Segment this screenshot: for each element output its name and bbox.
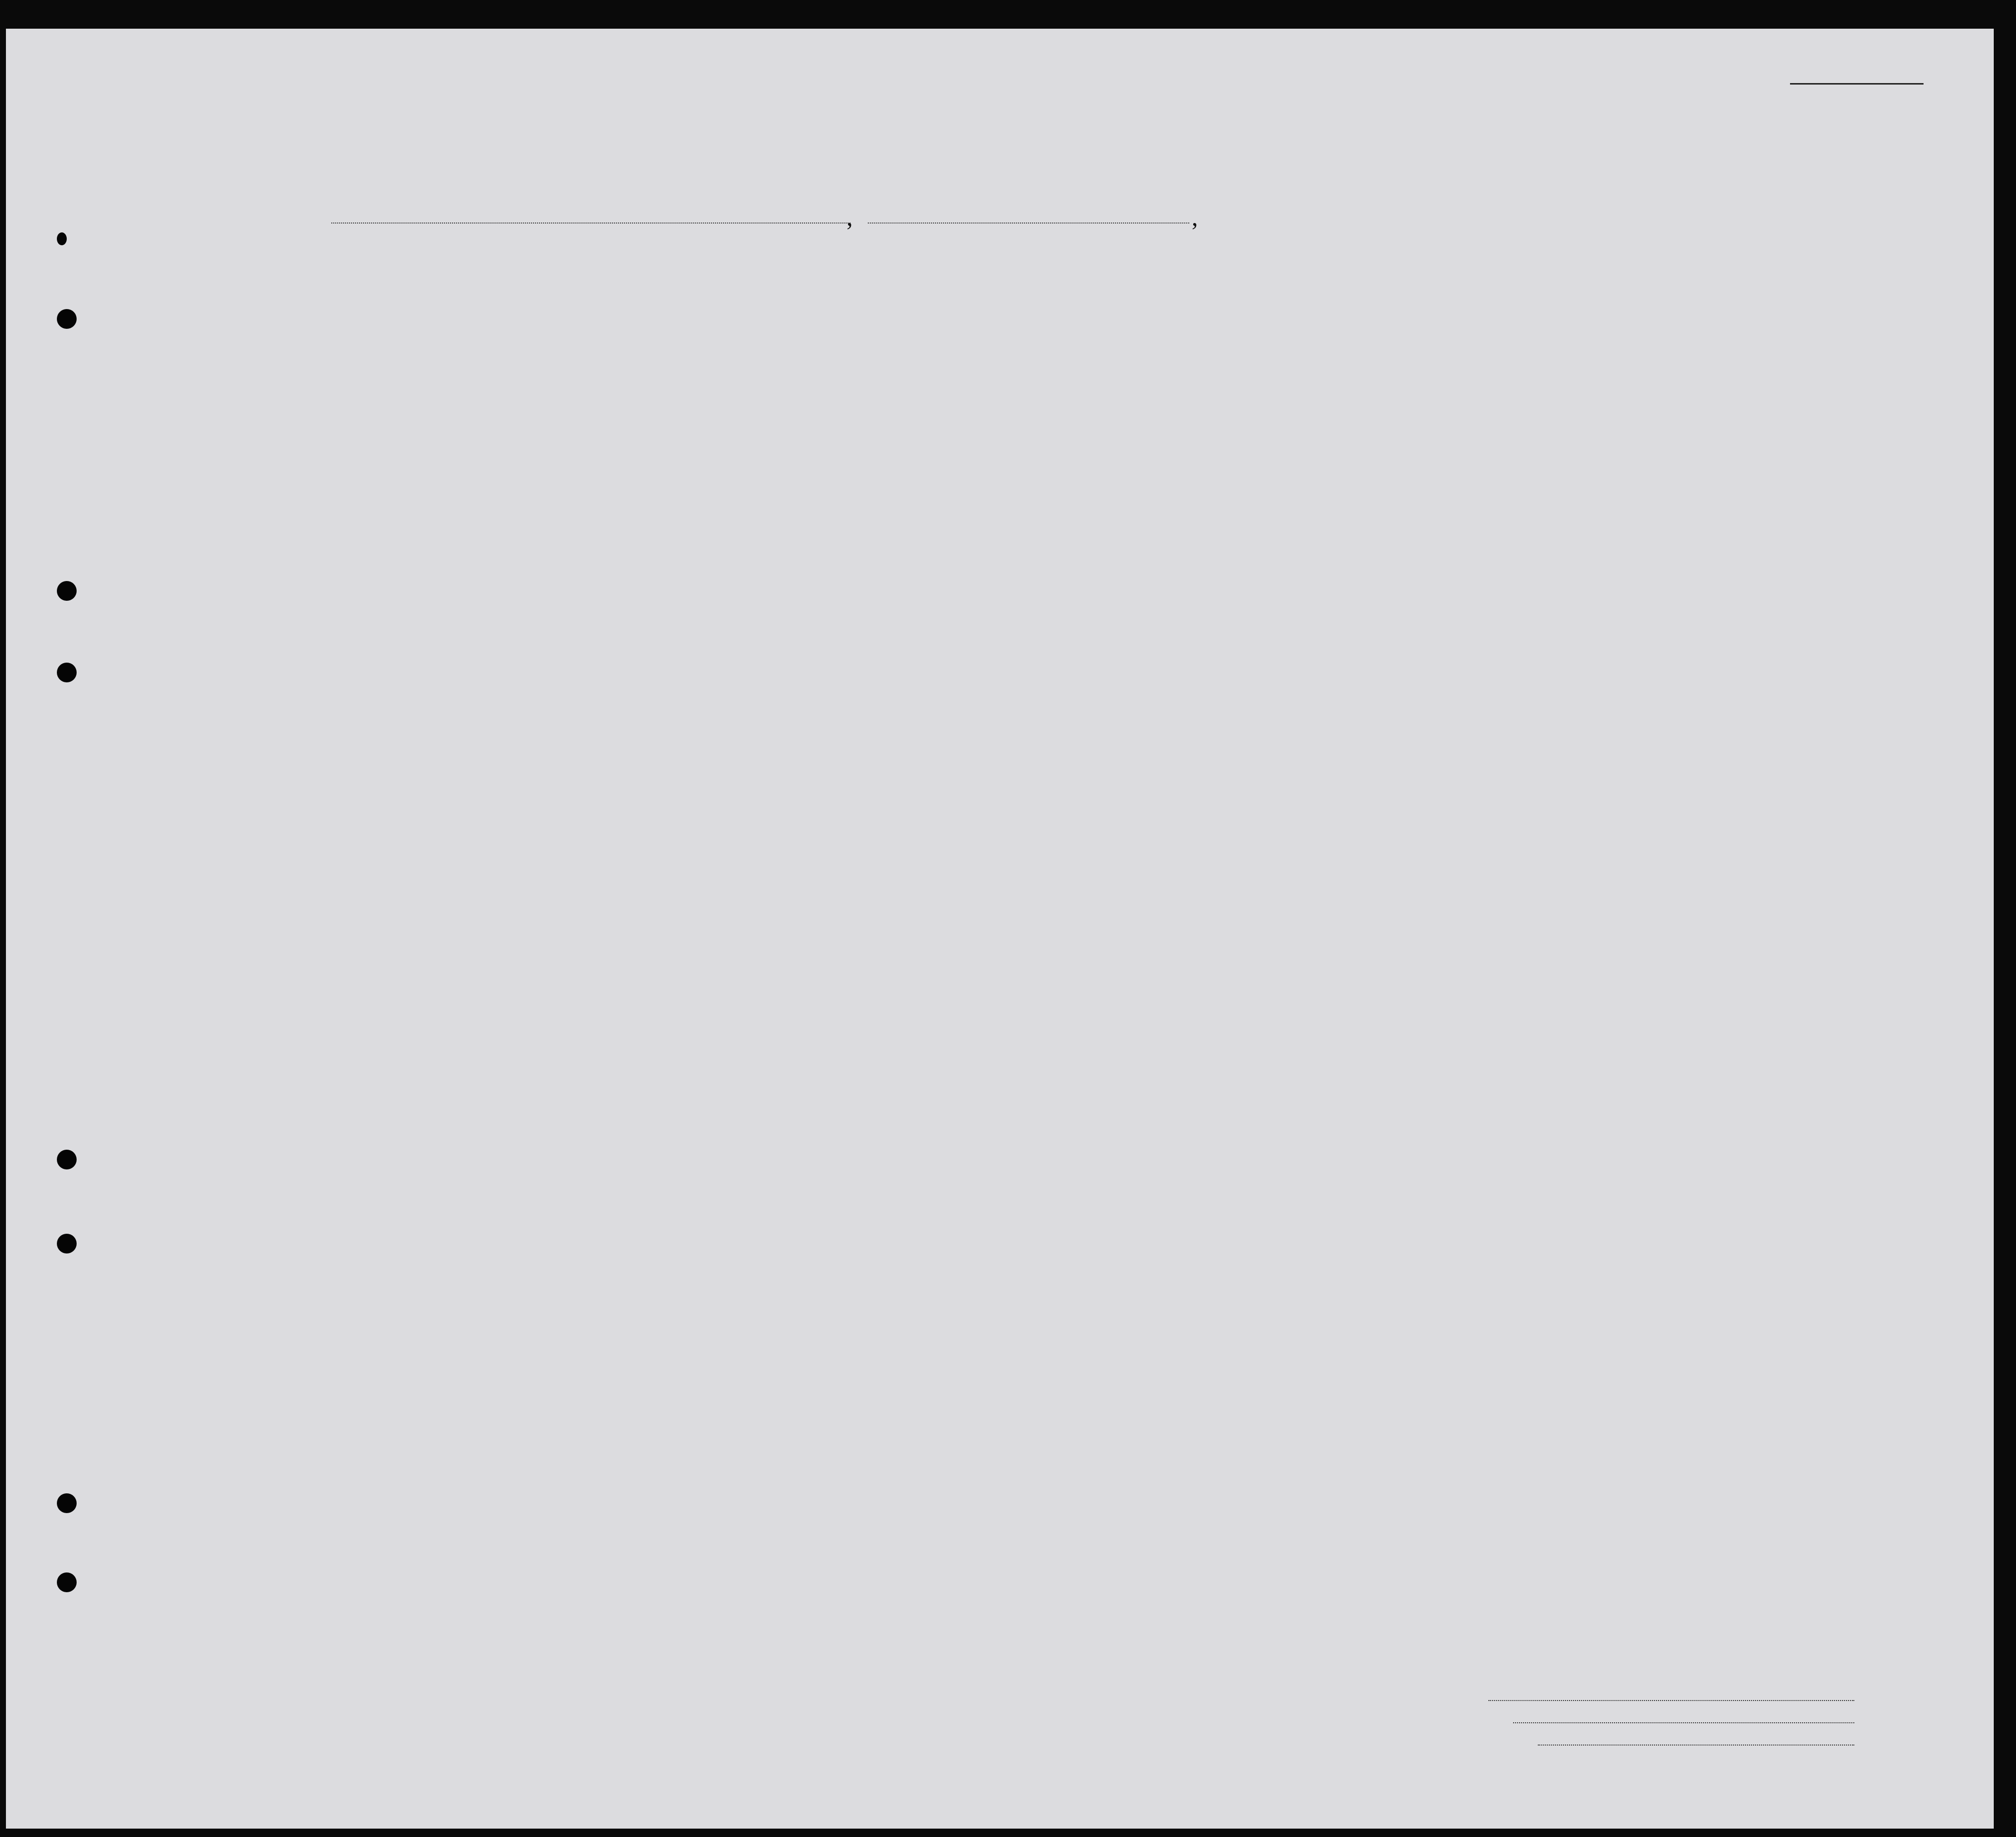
header-labor-offer [1428, 287, 1468, 420]
header-fifty-dollars [695, 287, 724, 415]
comma: , [847, 203, 853, 231]
header-prison [1276, 287, 1318, 420]
date-underline [868, 223, 1189, 224]
header-overthrow [1373, 287, 1427, 420]
header-polygamist [1319, 287, 1345, 420]
footer-agents-rule [1538, 1745, 1854, 1746]
header-anarchist [1346, 287, 1372, 420]
header-deported [1493, 287, 1517, 420]
port-underline [331, 223, 851, 224]
footer-owners-rule [1513, 1722, 1854, 1723]
comma: , [1192, 203, 1198, 231]
footer-line-rule [1488, 1700, 1854, 1701]
header-feet [1637, 376, 1657, 415]
list-underline [1790, 83, 1924, 85]
header-inches [1659, 376, 1679, 415]
header-purpose-return [1162, 316, 1208, 420]
header-ticket [569, 287, 599, 415]
header-purpose-length [1208, 316, 1241, 420]
header-excluded [1469, 287, 1492, 420]
header-purpose-citizen [1241, 316, 1274, 420]
